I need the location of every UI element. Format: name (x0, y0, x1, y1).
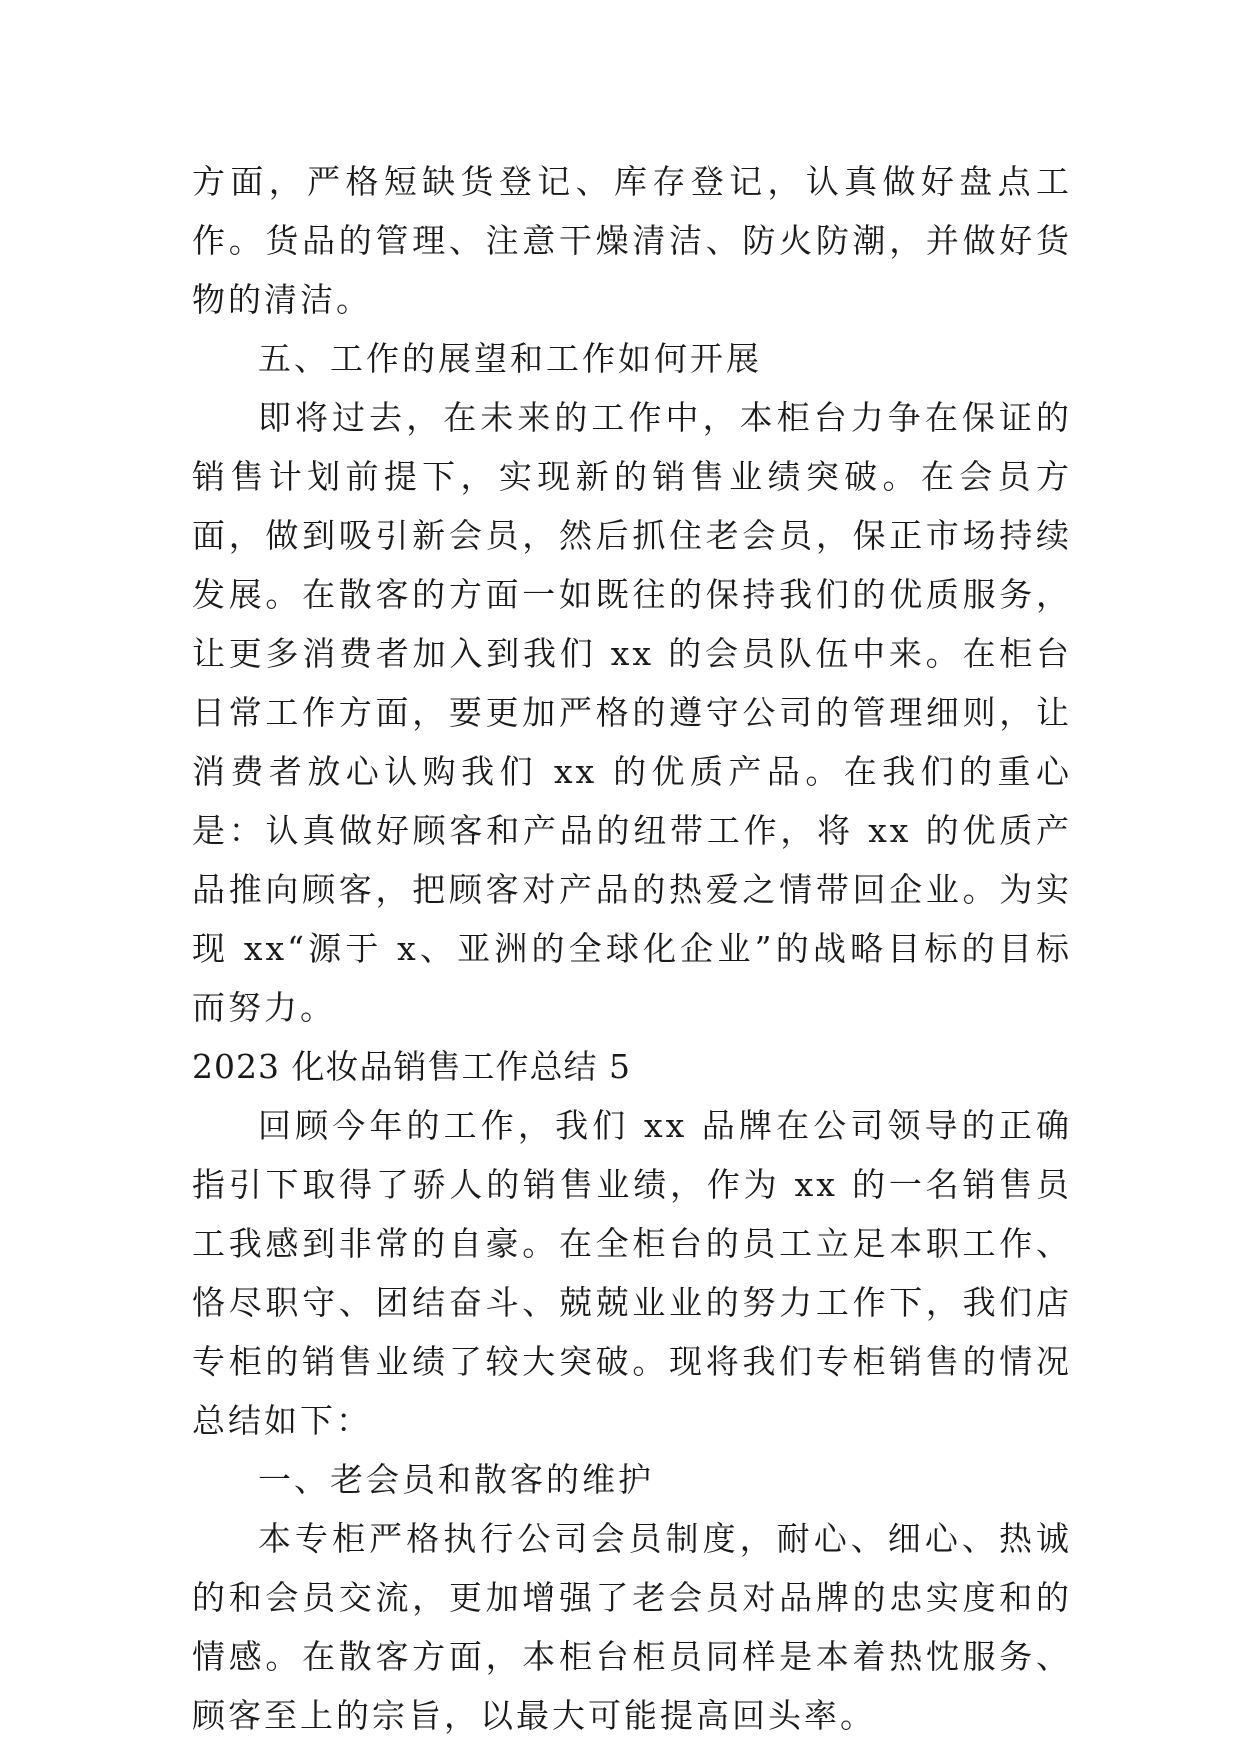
section-heading-five: 五、工作的展望和工作如何开展 (258, 339, 762, 378)
document-body (192, 152, 1072, 1745)
paragraph-outlook: 即将过去，在未来的工作中，本柜台力争在保证的销售计划前提下，实现新的销售业绩突破。在会员方面，做到吸引新会员，然后抓住老会员，保正市场持续发展。在散客的方面一如既往的保持我们的优质服务，让更多消费者加入到我们 xx 的会员队伍中来。在柜台日常工作方面，要更加严格的遵守公司的管理细则，让消费者放心认购我们 xx 的优质产品。在我们的重心是：认真做好顾客和产品的纽带工作，将 xx 的优质产品推向顾客，把顾客对产品的热爱之情带回企业。为实现 xx“源于 x、亚洲的全球化企业”的战略目标的目标而努力。 (192, 398, 1072, 1027)
paragraph-members: 本专柜严格执行公司会员制度，耐心、细心、热诚的和会员交流，更加增强了老会员对品牌的忠实度和的情感。在散客方面，本柜台柜员同样是本着热忱服务、顾客至上的宗旨，以最大可能提高回头率。 (192, 1519, 1072, 1735)
section-heading-one: 一、老会员和散客的维护 (258, 1460, 654, 1499)
paragraph-review: 回顾今年的工作，我们 xx 品牌在公司领导的正确指引下取得了骄人的销售业绩，作为 xx 的一名销售员工我感到非常的自豪。在全柜台的员工立足本职工作、恪尽职守、团结奋斗、兢兢业业的努力工作下，我们店专柜的销售业绩了较大突破。现将我们专柜销售的情况总结如下： (192, 1106, 1072, 1440)
paragraph-continued: 方面，严格短缺货登记、库存登记，认真做好盘点工作。货品的管理、注意干燥清洁、防火防潮，并做好货物的清洁。 (192, 162, 1072, 319)
document-title: 2023 化妆品销售工作总结 5 (192, 1047, 631, 1086)
